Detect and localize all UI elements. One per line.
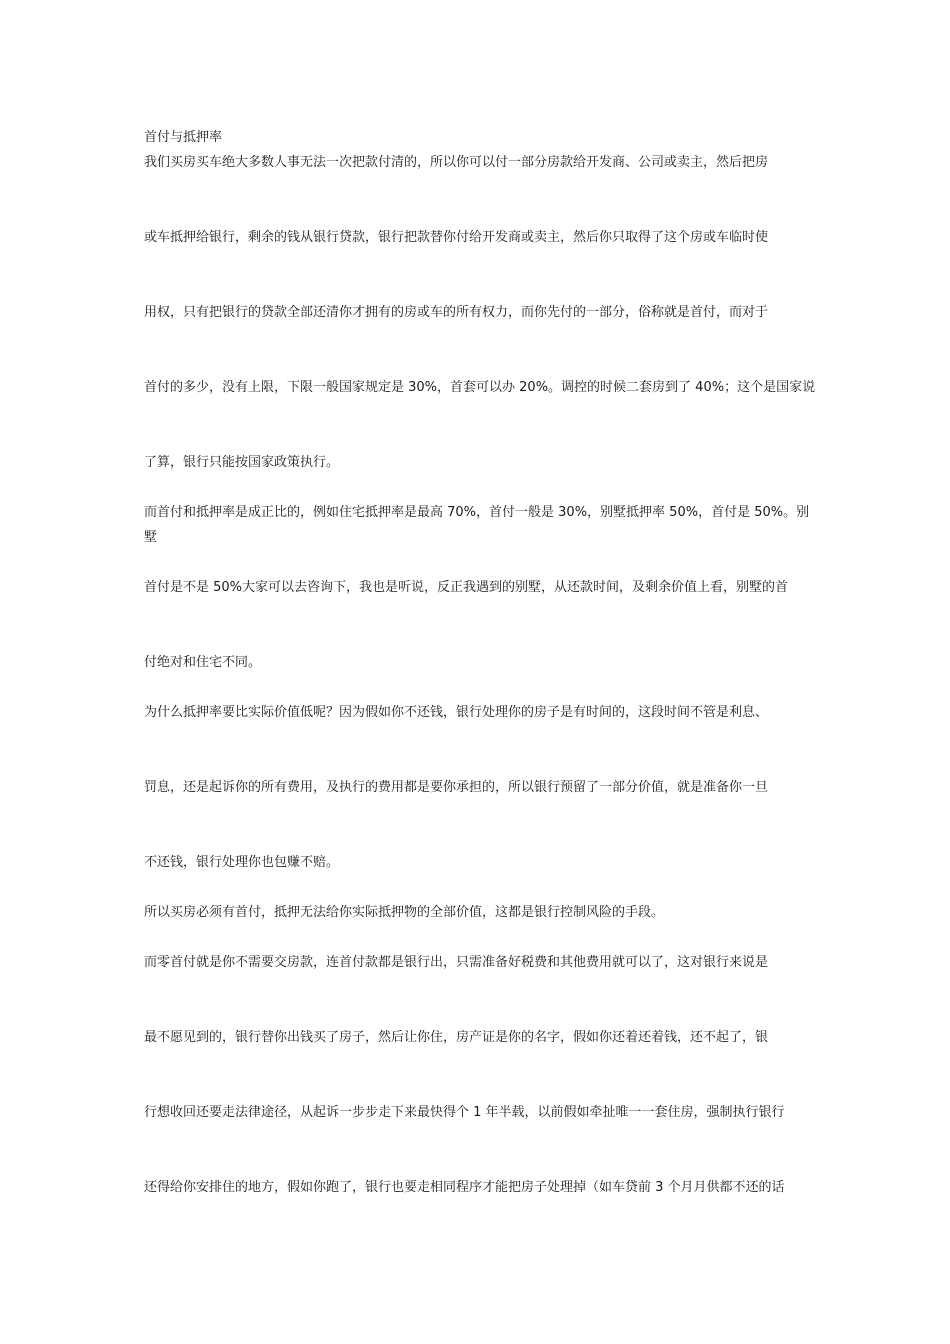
paragraph-16: 还得给你安排住的地方，假如你跑了，银行也要走相同程序才能把房子处理掉（如车贷前 3 个月月供都不还的话 xyxy=(144,1180,785,1195)
paragraph-7: 首付是不是 50%大家可以去咨询下，我也是听说，反正我遇到的别墅，从还款时间，及剩余价值上看，别墅的首 xyxy=(144,580,789,595)
paragraph-14: 最不愿见到的，银行替你出钱买了房子，然后让你住，房产证是你的名字，假如你还着还着钱，还不起了，银 xyxy=(144,1030,769,1045)
paragraph-5: 了算，银行只能按国家政策执行。 xyxy=(144,455,340,470)
paragraph-3: 用权，只有把银行的贷款全部还清你才拥有的房或车的所有权力，而你先付的一部分，俗称就是首付，而对于 xyxy=(144,305,769,320)
paragraph-12: 所以买房必须有首付，抵押无法给你实际抵押物的全部价值，这都是银行控制风险的手段。 xyxy=(144,905,665,920)
paragraph-11: 不还钱，银行处理你也包赚不赔。 xyxy=(144,855,340,870)
document-title: 首付与抵押率 xyxy=(144,130,223,145)
paragraph-13: 而零首付就是你不需要交房款，连首付款都是银行出，只需准备好税费和其他费用就可以了，这对银行来说是 xyxy=(144,955,769,970)
paragraph-9: 为什么抵押率要比实际价值低呢？因为假如你不还钱，银行处理你的房子是有时间的，这段时间不管是利息、 xyxy=(144,705,769,720)
paragraph-4: 首付的多少，没有上限，下限一般国家规定是 30%，首套可以办 20%。调控的时候二套房到了 40%；这个是国家说 xyxy=(144,380,816,395)
paragraph-10: 罚息，还是起诉你的所有费用，及执行的费用都是要你承担的，所以银行预留了一部分价值，就是准备你一旦 xyxy=(144,780,769,795)
paragraph-1: 我们买房买车绝大多数人事无法一次把款付清的，所以你可以付一部分房款给开发商、公司或卖主，然后把房 xyxy=(144,155,769,170)
paragraph-6: 而首付和抵押率是成正比的，例如住宅抵押率是最高 70%，首付一般是 30%，别墅抵押率 50%，首付是 50%。别墅 xyxy=(144,505,810,545)
paragraph-8: 付绝对和住宅不同。 xyxy=(144,655,262,670)
paragraph-15: 行想收回还要走法律途径，从起诉一步步走下来最快得个 1 年半载，以前假如牵扯唯一一套住房，强制执行银行 xyxy=(144,1105,785,1120)
paragraph-2: 或车抵押给银行，剩余的钱从银行贷款，银行把款替你付给开发商或卖主，然后你只取得了这个房或车临时使 xyxy=(144,230,769,245)
